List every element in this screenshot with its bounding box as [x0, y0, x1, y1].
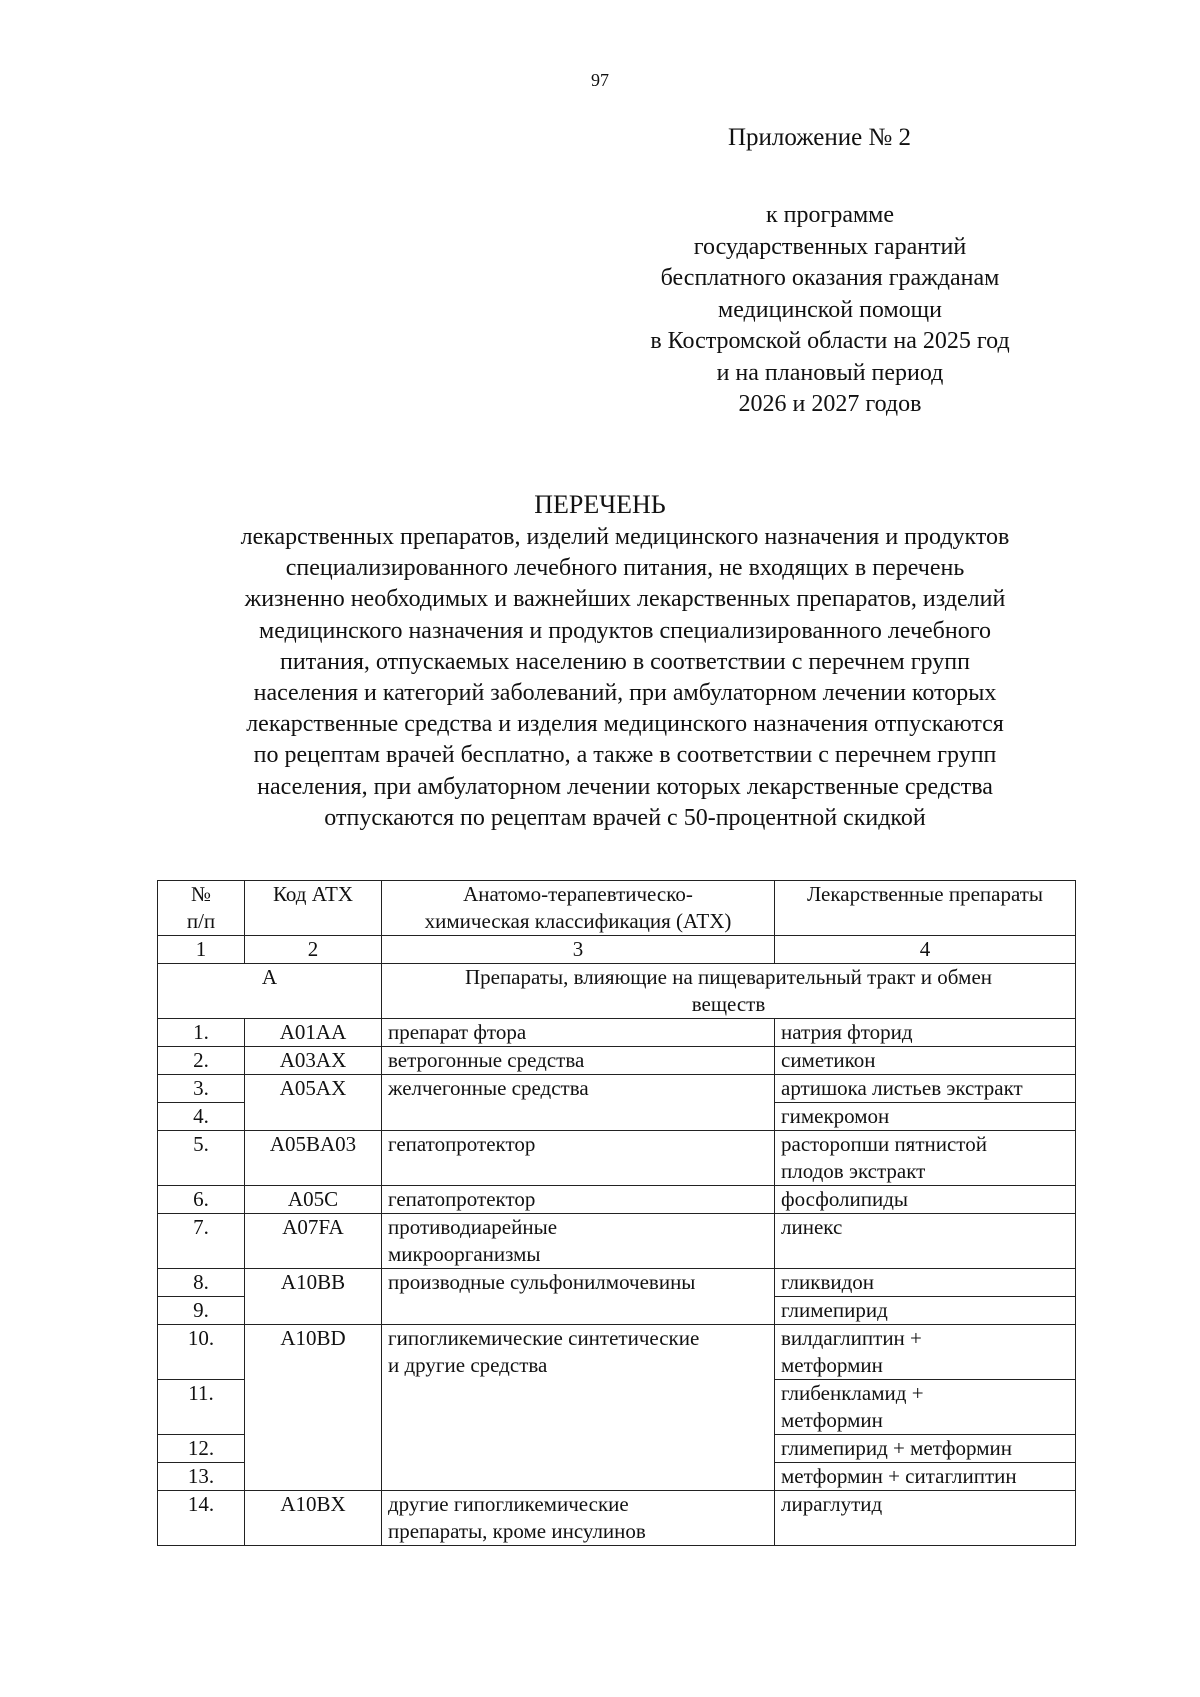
drug-name: гликвидон [775, 1269, 1076, 1297]
header-number [158, 881, 245, 936]
atc-code: A05AX [245, 1075, 382, 1131]
drug-name-line: глибенкламид + [781, 1381, 924, 1405]
drug-name: лираглутид [775, 1491, 1076, 1546]
header-number-line: № [190, 882, 212, 906]
column-number-row [158, 936, 1076, 964]
drug-name-line: расторопши пятнистой [781, 1132, 987, 1156]
header-drugs: Лекарственные препараты [775, 881, 1076, 936]
appendix-line: государственных гарантий [693, 233, 967, 260]
appendix-line: медицинской помощи [718, 296, 942, 323]
table-row [158, 1214, 1076, 1269]
subtitle-line: населения, при амбулаторном лечении которых лекарственные средства [257, 773, 993, 800]
table-row [158, 1491, 1076, 1546]
atc-code: A05BA03 [245, 1131, 382, 1186]
row-number: 3. [158, 1075, 245, 1103]
appendix-caption [600, 200, 1060, 421]
appendix-line: в Костромской области на 2025 год [650, 328, 1010, 354]
drug-name: натрия фторид [775, 1019, 1076, 1047]
atc-class: препарат фтора [382, 1019, 775, 1047]
atc-class: желчегонные средства [382, 1075, 775, 1131]
atc-code: A07FA [245, 1214, 382, 1269]
row-number: 1. [158, 1019, 245, 1047]
row-number: 6. [158, 1186, 245, 1214]
drug-name: гимекромон [775, 1103, 1076, 1131]
atc-class-line: гипогликемические синтетические [388, 1326, 700, 1350]
drug-name-line: метформин [781, 1353, 883, 1377]
table-row [158, 1131, 1076, 1186]
drug-name: линекс [775, 1214, 1076, 1269]
group-name-line: Препараты, влияющие на пищеварительный тракт и обмен [464, 965, 993, 989]
table-row [158, 1047, 1076, 1075]
subtitle-line: медицинского назначения и продуктов специализированного лечебного [259, 617, 991, 644]
subtitle-line: населения и категорий заболеваний, при амбулаторном лечении которых [253, 680, 997, 707]
group-name-line: веществ [691, 992, 766, 1016]
drug-name [775, 1380, 1076, 1435]
drug-name: артишока листьев экстракт [775, 1075, 1076, 1103]
page-number: 97 [591, 70, 609, 90]
appendix-line: бесплатного оказания гражданам [660, 265, 1000, 291]
table-row [158, 1186, 1076, 1214]
group-row [158, 964, 1076, 1019]
atc-class: ветрогонные средства [382, 1047, 775, 1075]
group-code: А [158, 964, 382, 1019]
atc-class-line: другие гипогликемические [388, 1492, 629, 1516]
atc-class [382, 1491, 775, 1546]
drug-name: глимепирид + метформин [775, 1435, 1076, 1463]
header-atc-code: Код АТХ [245, 881, 382, 936]
atc-code: A05C [245, 1186, 382, 1214]
atc-class-line: противодиарейные [388, 1215, 558, 1239]
row-number: 13. [158, 1463, 245, 1491]
row-number: 7. [158, 1214, 245, 1269]
row-number: 14. [158, 1491, 245, 1546]
subtitle-line: питания, отпускаемых населению в соответствии с перечнем групп [280, 648, 970, 675]
subtitle-line: лекарственных препаратов, изделий медицинского назначения и продуктов [240, 524, 1010, 550]
column-number: 2 [245, 936, 382, 964]
atc-code: A10BB [245, 1269, 382, 1325]
appendix-line: и на плановый период [716, 359, 944, 386]
table-row [158, 1075, 1076, 1103]
subtitle-line: лекарственные средства и изделия медицинского назначения отпускаются [246, 711, 1004, 738]
atc-class: гепатопротектор [382, 1186, 775, 1214]
drug-name-line: метформин [781, 1408, 883, 1432]
drug-name: фосфолипиды [775, 1186, 1076, 1214]
row-number: 4. [158, 1103, 245, 1131]
row-number: 9. [158, 1297, 245, 1325]
row-number: 10. [158, 1325, 245, 1380]
row-number: 8. [158, 1269, 245, 1297]
appendix-line: к программе [765, 202, 895, 228]
row-number: 11. [158, 1380, 245, 1435]
atc-class-line: и другие средства [388, 1353, 548, 1377]
drug-name: симетикон [775, 1047, 1076, 1075]
subtitle-line: специализированного лечебного питания, не входящих в перечень [285, 555, 965, 582]
appendix-title: Приложение № 2 [728, 124, 912, 151]
atc-class [382, 1214, 775, 1269]
atc-code: A10BX [245, 1491, 382, 1546]
atc-code: A01AA [245, 1019, 382, 1047]
subtitle-line: по рецептам врачей бесплатно, а также в соответствии с перечнем групп [253, 742, 997, 769]
subtitle-line: жизненно необходимых и важнейших лекарственных препаратов, изделий [244, 586, 1006, 613]
drug-name: метформин + ситаглиптин [775, 1463, 1076, 1491]
header-class-line: химическая классификация (АТХ) [424, 909, 732, 933]
table-row [158, 1325, 1076, 1380]
appendix-line: 2026 и 2027 годов [738, 391, 922, 417]
atc-code: A03AX [245, 1047, 382, 1075]
column-number: 3 [382, 936, 775, 964]
table-header-row [158, 881, 1076, 936]
header-number-line: п/п [186, 909, 216, 933]
column-number: 4 [775, 936, 1076, 964]
group-name [382, 964, 1076, 1019]
header-atc-classification [382, 881, 775, 936]
row-number: 12. [158, 1435, 245, 1463]
table-row [158, 1019, 1076, 1047]
drug-name: глимепирид [775, 1297, 1076, 1325]
subtitle-line: отпускаются по рецептам врачей с 50-процентной скидкой [324, 804, 926, 831]
column-number: 1 [158, 936, 245, 964]
drug-name-line: вилдаглиптин + [781, 1326, 922, 1350]
row-number: 2. [158, 1047, 245, 1075]
document-title: ПЕРЕЧЕНЬ [534, 490, 666, 519]
document-subtitle [160, 522, 1090, 834]
atc-class: гепатопротектор [382, 1131, 775, 1186]
atc-class-line: препараты, кроме инсулинов [388, 1519, 646, 1543]
atc-class-line: микроорганизмы [388, 1242, 541, 1266]
drug-name [775, 1325, 1076, 1380]
drug-list-table [157, 880, 1076, 1546]
atc-code: A10BD [245, 1325, 382, 1491]
atc-class: производные сульфонилмочевины [382, 1269, 775, 1325]
table-row [158, 1269, 1076, 1297]
header-class-line: Анатомо-терапевтическо- [463, 882, 693, 906]
drug-name [775, 1131, 1076, 1186]
drug-name-line: плодов экстракт [781, 1159, 926, 1183]
atc-class [382, 1325, 775, 1491]
row-number: 5. [158, 1131, 245, 1186]
